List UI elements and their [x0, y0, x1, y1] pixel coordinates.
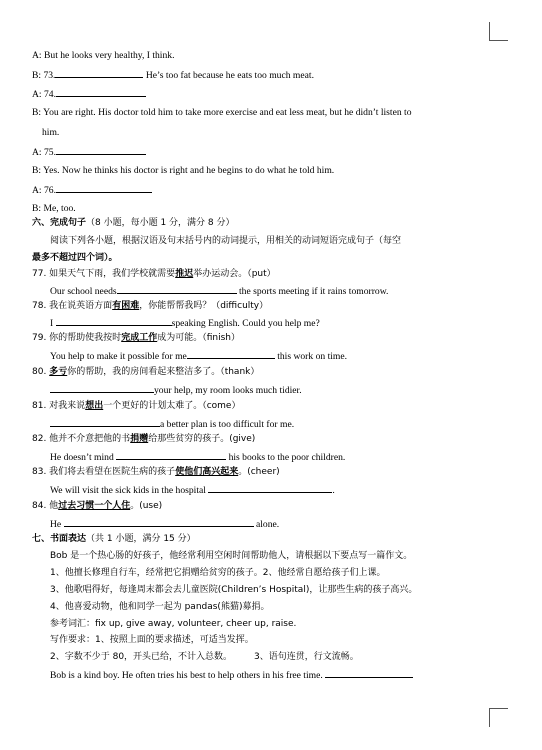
- dialogue-line: A: But he looks very healthy, I think.: [32, 50, 175, 61]
- section-7-heading: 七、书面表达（共 1 小题，满分 15 分）: [32, 534, 196, 544]
- question-82: 82. 他并不介意把他的书捐赠给那些贫穷的孩子。(give): [32, 434, 256, 444]
- question-83: 83. 我们将去看望在医院生病的孩子使他们高兴起来。(cheer): [32, 467, 280, 477]
- dialogue-line-cont: him.: [42, 127, 60, 138]
- essay-blank[interactable]: [325, 668, 413, 678]
- question-79-sentence: You help to make it possible for me this work on time.: [50, 351, 348, 362]
- dialogue-line: B: You are right. His doctor told him to take more exercise and eat less meat, but he didn’t listen to: [32, 107, 412, 118]
- dialogue-line-76: A: 76.: [32, 183, 512, 197]
- dialogue-line-75: A: 75.: [32, 145, 512, 159]
- page-corner-mark-top: [489, 22, 508, 41]
- answer-blank[interactable]: [56, 316, 172, 326]
- section-7-prompt: Bob 是一个热心肠的好孩子，他经常利用空闲时间帮助他人，请根据以下要点写一篇作文。: [50, 551, 413, 561]
- answer-blank[interactable]: [55, 68, 143, 78]
- question-80: 80. 多亏你的帮助，我的房间看起来整洁多了。（thank）: [32, 367, 260, 377]
- section-7-vocabulary: 参考词汇：fix up, give away, volunteer, cheer up, raise.: [50, 619, 297, 629]
- section-7-requirements-cont: 2、字数不少于 80，开头已给，不计入总数。 3、语句连贯，行文流畅。: [50, 652, 359, 662]
- question-81-sentence: a better plan is too difficult for me.: [50, 417, 512, 431]
- answer-blank[interactable]: [116, 450, 226, 460]
- question-80-sentence: your help, my room looks much tidier.: [50, 383, 512, 397]
- dialogue-line: B: Me, too.: [32, 203, 76, 214]
- section-7-point: 4、他喜爱动物，他和同学一起为 pandas(熊猫)募捐。: [50, 602, 270, 612]
- answer-blank[interactable]: [56, 145, 146, 155]
- answer-blank[interactable]: [50, 383, 154, 393]
- answer-blank[interactable]: [187, 349, 275, 359]
- question-79: 79. 你的帮助使我按时完成工作成为可能。（finish）: [32, 333, 240, 343]
- section-7-point: 1、他擅长修理自行车，经常把它捐赠给贫穷的孩子。2、他经常自愿给孩子们上课。: [50, 568, 386, 578]
- question-83-sentence: We will visit the sick kids in the hospital .: [50, 485, 335, 496]
- section-6-heading: 六、完成句子（8 小题，每小题 1 分，满分 8 分）: [32, 218, 235, 228]
- question-77-sentence: Our school needs the sports meeting if it rains tomorrow.: [50, 286, 389, 297]
- answer-blank[interactable]: [117, 284, 237, 294]
- question-81: 81. 对我来说想出一个更好的计划太难了。（come）: [32, 401, 241, 411]
- question-84-sentence: He alone.: [50, 519, 280, 530]
- section-7-requirements: 写作要求：1、按照上面的要求描述，可适当发挥。: [50, 635, 254, 645]
- section-7-point: 3、他歌唱得好，每逢周末都会去儿童医院(Children’s Hospital)，让那些生病的孩子高兴。: [50, 585, 418, 595]
- dialogue-line-74: A: 74.: [32, 87, 512, 101]
- question-84: 84. 他过去习惯一个人住。(use): [32, 501, 163, 511]
- section-6-instruction: 阅读下列各小题，根据汉语及句末括号内的动词提示，用相关的动词短语完成句子（每空: [50, 236, 402, 246]
- question-77: 77. 如果天气下雨，我们学校就需要推迟举办运动会。（put）: [32, 269, 276, 279]
- answer-blank[interactable]: [208, 483, 332, 493]
- dialogue-line: B: Yes. Now he thinks his doctor is right and he begins to do what he told him.: [32, 165, 335, 176]
- question-78: 78. 我在说英语方面有困难，你能帮帮我吗？（difficulty）: [32, 301, 269, 311]
- answer-blank[interactable]: [56, 183, 152, 193]
- answer-blank[interactable]: [50, 417, 160, 427]
- answer-blank[interactable]: [56, 87, 146, 97]
- question-82-sentence: He doesn’t mind his books to the poor children.: [50, 452, 346, 463]
- answer-blank[interactable]: [64, 517, 254, 527]
- page-corner-mark-bottom: [489, 708, 508, 727]
- question-78-sentence: I speaking English. Could you help me?: [50, 318, 320, 329]
- dialogue-line-73: B: 73. He’s too fat because he eats too much meat.: [32, 70, 314, 81]
- section-7-essay-start: Bob is a kind boy. He often tries his best to help others in his free time.: [50, 668, 512, 682]
- section-6-instruction-cont: 最多不超过四个词）。: [32, 253, 118, 263]
